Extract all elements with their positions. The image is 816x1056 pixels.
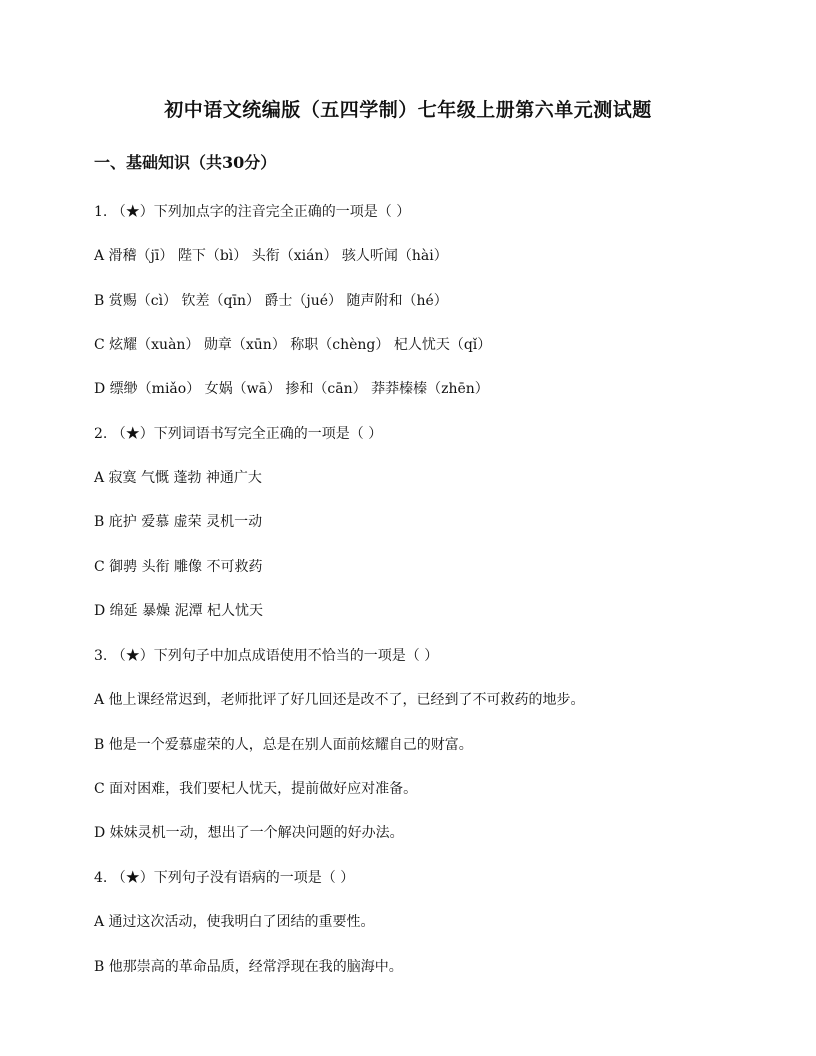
question-2-option-d: D 绵延 暴燥 泥潭 杞人忧天 <box>94 603 264 619</box>
question-1-stem: 1. （★）下列加点字的注音完全正确的一项是（ ） <box>94 204 411 220</box>
question-3-option-a: A 他上课经常迟到，老师批评了好几回还是改不了，已经到了不可救药的地步。 <box>94 692 585 708</box>
question-2-option-c: C 御骋 头衔 雕像 不可救药 <box>94 559 263 575</box>
question-1-option-d: D 缥缈（miǎo） 女娲（wā） 掺和（cān） 莽莽榛榛（zhēn） <box>94 381 489 397</box>
question-3-option-d: D 妹妹灵机一动，想出了一个解决问题的好办法。 <box>94 825 404 841</box>
question-1-option-b: B 赏赐（cì） 钦差（qīn） 爵士（jué） 随声附和（hé） <box>94 293 448 309</box>
question-1-option-a: A 滑稽（jī） 陛下（bì） 头衔（xián） 骇人听闻（hài） <box>94 248 448 264</box>
question-2-stem: 2. （★）下列词语书写完全正确的一项是（ ） <box>94 426 383 442</box>
question-3-option-b: B 他是一个爱慕虚荣的人，总是在别人面前炫耀自己的财富。 <box>94 737 473 753</box>
section-heading: 一、基础知识（共30分） <box>94 153 277 172</box>
question-2-option-b: B 庇护 爱慕 虚荣 灵机一动 <box>94 514 263 530</box>
question-4-option-b: B 他那崇高的革命品质，经常浮现在我的脑海中。 <box>94 959 403 975</box>
document-title: 初中语文统编版（五四学制）七年级上册第六单元测试题 <box>164 99 652 121</box>
question-3-option-c: C 面对困难，我们要杞人忧天，提前做好应对准备。 <box>94 781 418 797</box>
question-3-stem: 3. （★）下列句子中加点成语使用不恰当的一项是（ ） <box>94 648 439 664</box>
question-4-option-a: A 通过这次活动，使我明白了团结的重要性。 <box>94 914 375 930</box>
question-4-stem: 4. （★）下列句子没有语病的一项是（ ） <box>94 870 355 886</box>
question-1-option-c: C 炫耀（xuàn） 勋章（xūn） 称职（chèng） 杞人忧天（qǐ） <box>94 337 492 353</box>
question-2-option-a: A 寂寞 气慨 蓬勃 神通广大 <box>94 470 262 486</box>
